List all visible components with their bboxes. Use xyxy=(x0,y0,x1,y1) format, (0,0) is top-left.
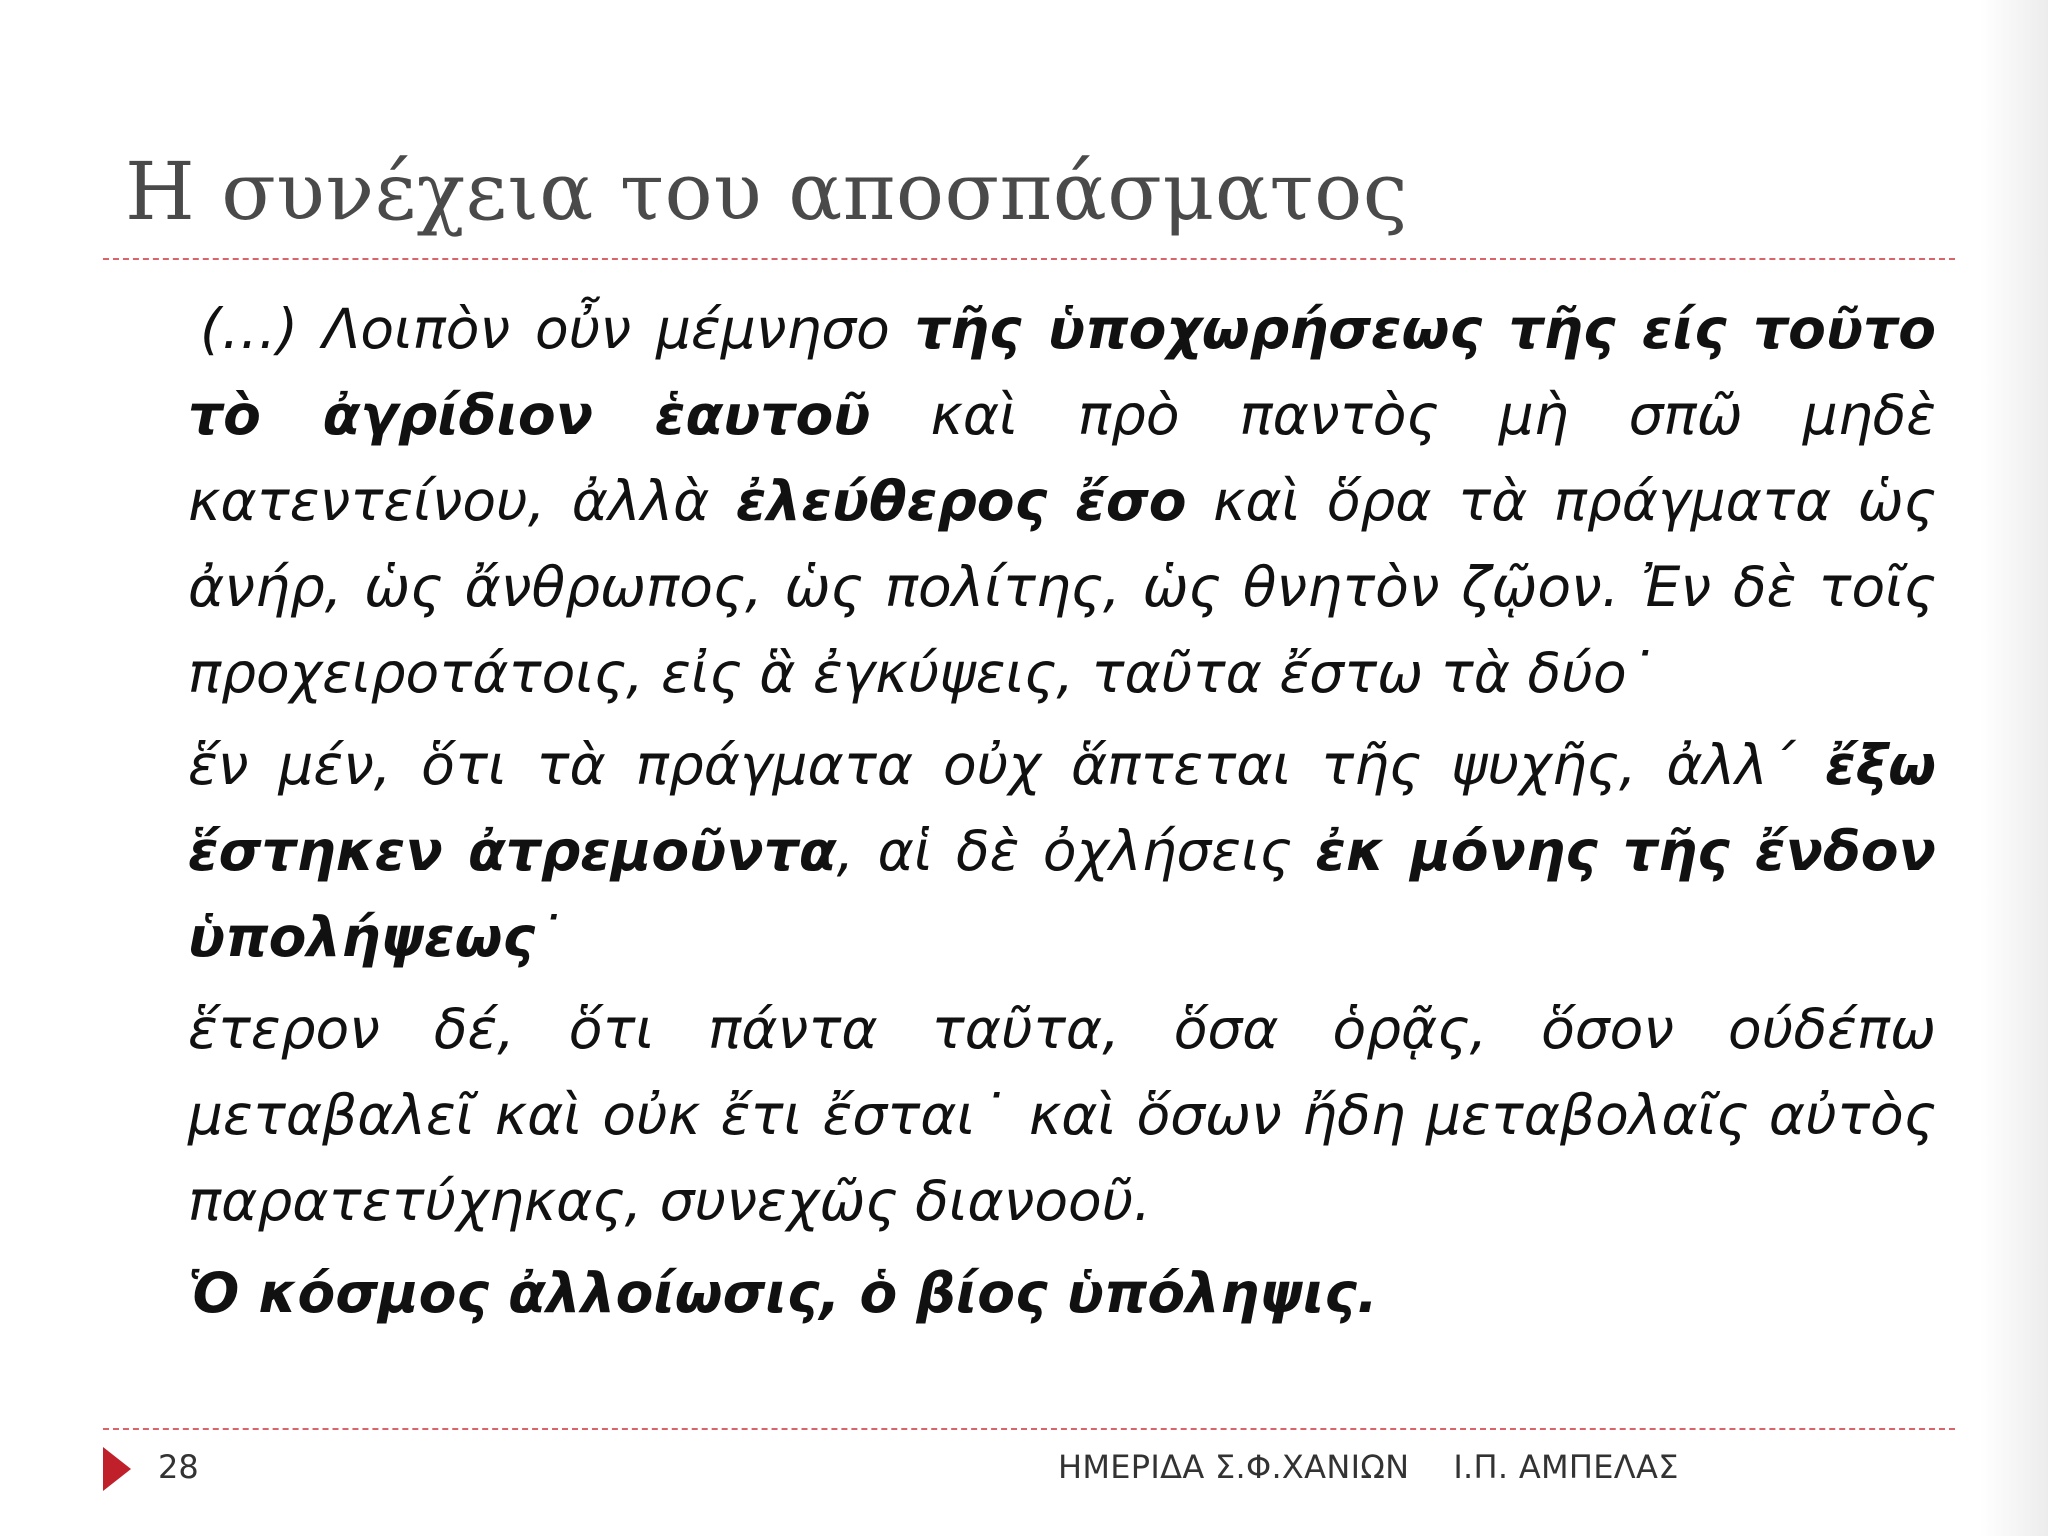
text-span: , αἱ δὲ ὀχλήσεις xyxy=(836,819,1316,883)
text-span: ἕν μέν, ὅτι τὰ πράγματα οὐχ ἅπτεται τῆς ψυχῆς, ἀλλ΄ xyxy=(188,733,1826,797)
slide-title: Η συνέχεια του αποσπάσματος xyxy=(125,145,1409,238)
text-span: ˙ xyxy=(535,905,563,969)
paragraph-3 xyxy=(188,986,1936,1244)
text-span: καὶ πρὸ παντὸς μὴ σπῶ μηδὲ κατεντείνου, ἀλλὰ xyxy=(188,383,1936,533)
text-span: καὶ ὅρα τὰ πράγματα ὡς ἀνήρ, ὡς ἄνθρωπος, ὡς πολίτης, ὡς θνητὸν ζῷον. Ἐν δὲ τοῖς προχειροτάτοις, εἰς ἃ ἐγκύψεις, ταῦτα ἔστω τὰ δύο˙ xyxy=(188,469,1936,705)
text-span: ἕτερον δέ, ὅτι πάντα ταῦτα, ὅσα ὁρᾷς, ὅσον ούδέπω μεταβαλεῖ καὶ οὐκ ἔτι ἔσται˙ καὶ ὅσων ἤδη μεταβολαῖς αὐτὸς παρατετύχηκας, συνεχῶς διανοοῦ. xyxy=(188,997,1936,1233)
paragraph-2 xyxy=(188,722,1936,980)
footer-author: Ι.Π. ΑΜΠΕΛΑΣ xyxy=(1453,1448,1679,1486)
slide-body xyxy=(188,286,1936,1342)
title-divider xyxy=(103,258,1955,260)
page-number: 28 xyxy=(158,1448,199,1486)
bold-text-span: ἔξω ἕστηκεν ἀτρεμοῦντα xyxy=(188,733,1936,883)
triangle-right-icon xyxy=(103,1447,131,1491)
slide-edge-shadow xyxy=(1980,0,2048,1536)
footer-event: ΗΜΕΡΙΔΑ Σ.Φ.ΧΑΝΙΩΝ xyxy=(1058,1448,1410,1486)
footer-label xyxy=(1058,1448,1679,1486)
paragraph-1 xyxy=(188,286,1936,716)
bold-text-span: ἐκ μόνης τῆς ἔνδον ὑπολήψεως xyxy=(188,819,1937,969)
bold-text-span: ἐλεύθερος ἔσο xyxy=(735,469,1187,533)
bold-text-span: Ὁ κόσμος ἀλλοίωσις, ὁ βίος ὑπόληψις. xyxy=(188,1261,1378,1325)
bold-text-span: τῆς ὑποχωρήσεως τῆς είς τοῦτο τὸ ἀγρίδιον ἑαυτοῦ xyxy=(188,297,1936,447)
paragraph-4 xyxy=(188,1250,1936,1336)
footer-divider xyxy=(103,1428,1955,1430)
text-span: (…) Λοιπὸν οὖν μέμνησο xyxy=(200,297,915,361)
